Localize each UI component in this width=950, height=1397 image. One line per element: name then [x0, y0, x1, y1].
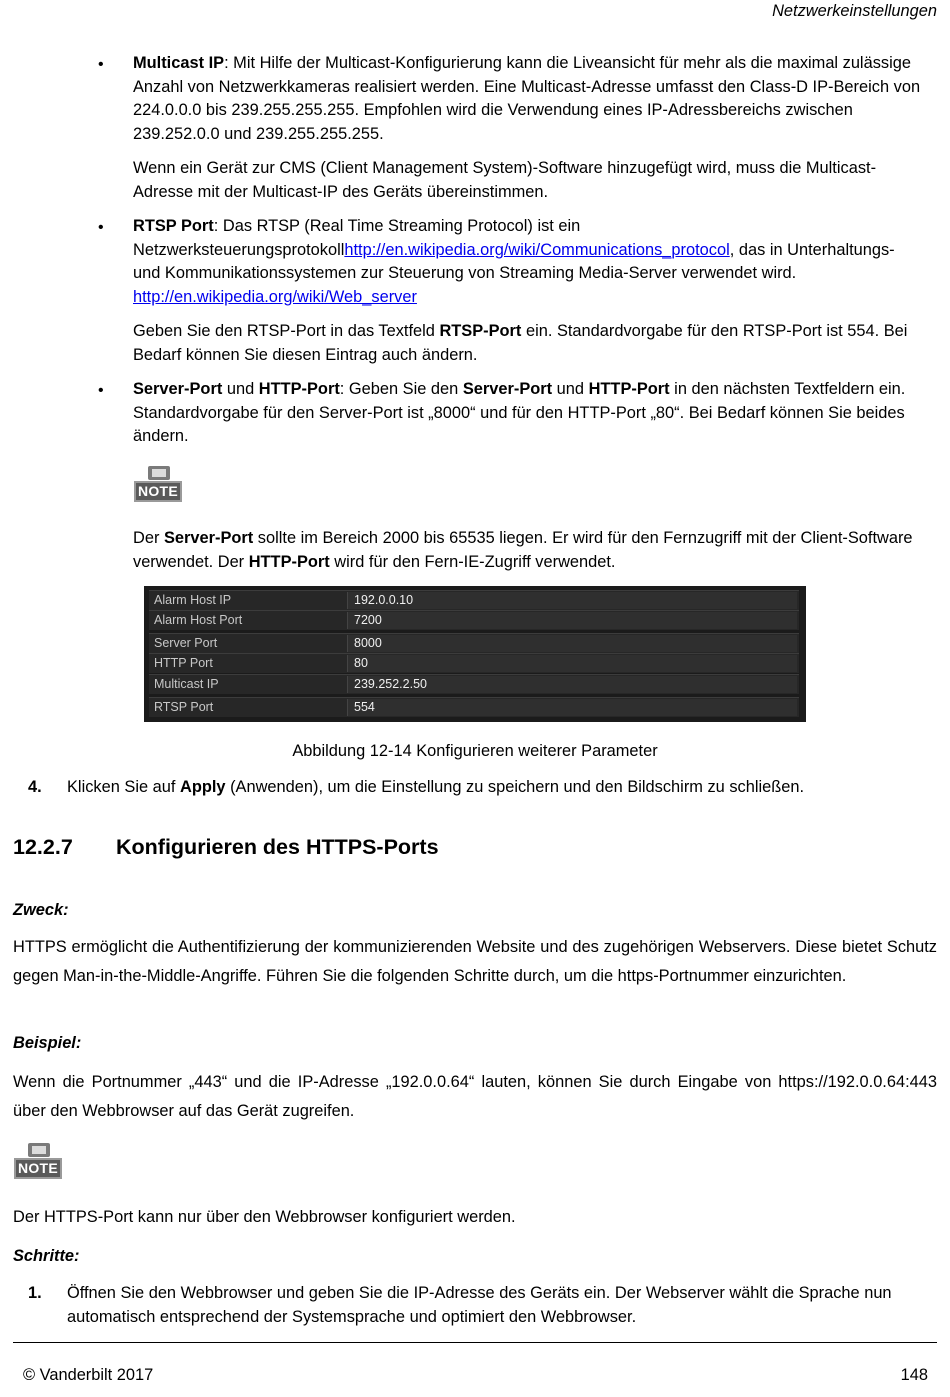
- rtsp-follow-a: Geben Sie den RTSP-Port in das Textfeld: [133, 322, 440, 340]
- running-header: Netzwerkeinstellungen: [772, 2, 937, 20]
- row-value: 80: [347, 655, 797, 672]
- beispiel-text: Wenn die Portnummer „443“ und die IP-Adresse „192.0.0.64“ lauten, können Sie durch Eingabe von https://192.0.0.64:443 über den Webbrowser auf das Gerät zugreifen.: [13, 1073, 937, 1120]
- note1-bold-a: Server-Port: [163, 529, 254, 547]
- rtsp-text-a: : Das RTSP (Real Time Streaming Protocol) ist ein Netzwerksteuerungsprotokoll: [133, 217, 581, 259]
- step-number: 4.: [28, 778, 42, 796]
- settings-row: [149, 674, 799, 694]
- zweck-label: Zweck:: [13, 901, 69, 919]
- row-label: Server Port: [154, 636, 218, 650]
- row-label: Alarm Host IP: [154, 593, 232, 607]
- schritte-step1-text: Öffnen Sie den Webbrowser und geben Sie die IP-Adresse des Geräts ein. Der Webserver wählt die Sprache nun automatisch entsprechend der Systemsprache und optimiert den Webbrowser.: [67, 1284, 892, 1326]
- note2-text: Der HTTPS-Port kann nur über den Webbrowser konfiguriert werden.: [13, 1208, 516, 1226]
- row-label: RTSP Port: [154, 700, 214, 714]
- rtsp-text-b: , das in Unterhaltungs- und Kommunikationssystemen zur Steuerung von Streaming Media-Server verwendet wird.: [133, 240, 895, 282]
- settings-row: [149, 633, 799, 653]
- step4-text-a: Klicken Sie auf: [67, 778, 180, 796]
- footer-divider: [13, 1342, 937, 1343]
- footer-page-number: 148: [900, 1366, 928, 1384]
- footer-copyright: © Vanderbilt 2017: [23, 1366, 154, 1384]
- multicast-label: Multicast IP: [133, 54, 225, 72]
- note-icon-label: NOTE: [134, 481, 182, 502]
- rtsp-label: RTSP Port: [133, 217, 214, 235]
- server-label-a: Server-Port: [133, 380, 223, 398]
- note-icon: [14, 1143, 62, 1185]
- server-and-b: und: [552, 380, 589, 398]
- row-label: HTTP Port: [154, 656, 213, 670]
- server-bold-c: Server-Port: [462, 380, 553, 398]
- settings-row: [149, 610, 799, 630]
- row-label: Multicast IP: [154, 677, 219, 691]
- note1-text-c: wird für den Fern-IE-Zugriff verwendet.: [329, 552, 616, 571]
- step4-text: [67, 776, 937, 800]
- rtsp-paragraph: [133, 215, 923, 309]
- step4-text-b: (Anwenden), um die Einstellung zu speichern und den Bildschirm zu schließen.: [225, 778, 805, 796]
- step-number: 1.: [28, 1284, 42, 1302]
- row-label: Alarm Host Port: [154, 613, 243, 627]
- rtsp-link-webserver[interactable]: http://en.wikipedia.org/wiki/Web_server: [133, 287, 417, 306]
- multicast-paragraph: [133, 52, 923, 146]
- server-text-a: : Geben Sie den: [339, 380, 463, 398]
- settings-row: [149, 590, 799, 610]
- rtsp-follow-b: ein. Standardvorgabe für den RTSP-Port ist 554. Bei Bedarf können Sie diesen Eintrag auch ändern.: [133, 322, 908, 364]
- note-icon-label: NOTE: [14, 1158, 62, 1179]
- server-label-b: HTTP-Port: [258, 380, 340, 398]
- server-and-a: und: [222, 380, 259, 398]
- note1-bold-b: HTTP-Port: [248, 552, 330, 571]
- settings-screenshot: [144, 586, 806, 722]
- server-text-b: in den nächsten Textfeldern ein. Standardvorgabe für den Server-Port ist „8000“ und für den HTTP-Port „80“. Bei Bedarf können Sie beides ändern.: [133, 380, 906, 445]
- section-title: Konfigurieren des HTTPS-Ports: [116, 835, 439, 859]
- row-value: 192.0.0.10: [347, 592, 797, 609]
- settings-row: [149, 653, 799, 673]
- beispiel-label: Beispiel:: [13, 1034, 82, 1052]
- multicast-text: : Mit Hilfe der Multicast-Konfigurierung kann die Liveansicht für mehr als die maximal zulässige Anzahl von Netzwerkkameras realisiert werden. Eine Multicast-Adresse umfasst den Class-D IP-Bereich von 224.0.0.0 bis 239.255.255.255. Empfohlen wird die Verwendung eines IP-Adressbereichs zwischen 239.252.0.0 und 239.255.255.255.: [133, 54, 921, 143]
- multicast-followup: Wenn ein Gerät zur CMS (Client Management System)-Software hinzugefügt wird, muss die Multicast-Adresse mit der Multicast-IP des Geräts übereinstimmen.: [133, 159, 877, 201]
- rtsp-follow-bold: RTSP-Port: [439, 322, 522, 340]
- schritte-label: Schritte:: [13, 1247, 80, 1265]
- note1-text: [133, 527, 925, 574]
- note-icon: [134, 466, 182, 508]
- bullet-dot: •: [98, 382, 104, 399]
- row-value: 8000: [347, 635, 797, 652]
- server-paragraph: [133, 378, 923, 449]
- note1-text-a: Der: [133, 529, 164, 547]
- rtsp-followup: [133, 320, 923, 367]
- note1-text-b: sollte im Bereich 2000 bis 65535 liegen. Er wird für den Fernzugriff mit der Client-Software verwendet. Der: [133, 529, 913, 571]
- rtsp-link-protocol[interactable]: http://en.wikipedia.org/wiki/Communications_protocol: [344, 240, 730, 259]
- server-bold-d: HTTP-Port: [588, 380, 670, 398]
- step4-bold: Apply: [179, 778, 226, 796]
- bullet-dot: •: [98, 56, 104, 73]
- bullet-dot: •: [98, 219, 104, 236]
- row-value: 239.252.2.50: [347, 676, 797, 693]
- row-value: 7200: [347, 612, 797, 629]
- zweck-text: HTTPS ermöglicht die Authentifizierung der kommunizierenden Website und des zugehörigen Webservers. Diese bietet Schutz gegen Man-in-the-Middle-Angriffe. Führen Sie die folgenden Schritte durch, um die https-Portnummer einzurichten.: [13, 938, 937, 985]
- figure-caption: Abbildung 12-14 Konfigurieren weiterer Parameter: [292, 742, 658, 760]
- settings-row: [149, 697, 799, 717]
- section-number: 12.2.7: [13, 835, 73, 859]
- row-value: 554: [347, 699, 797, 716]
